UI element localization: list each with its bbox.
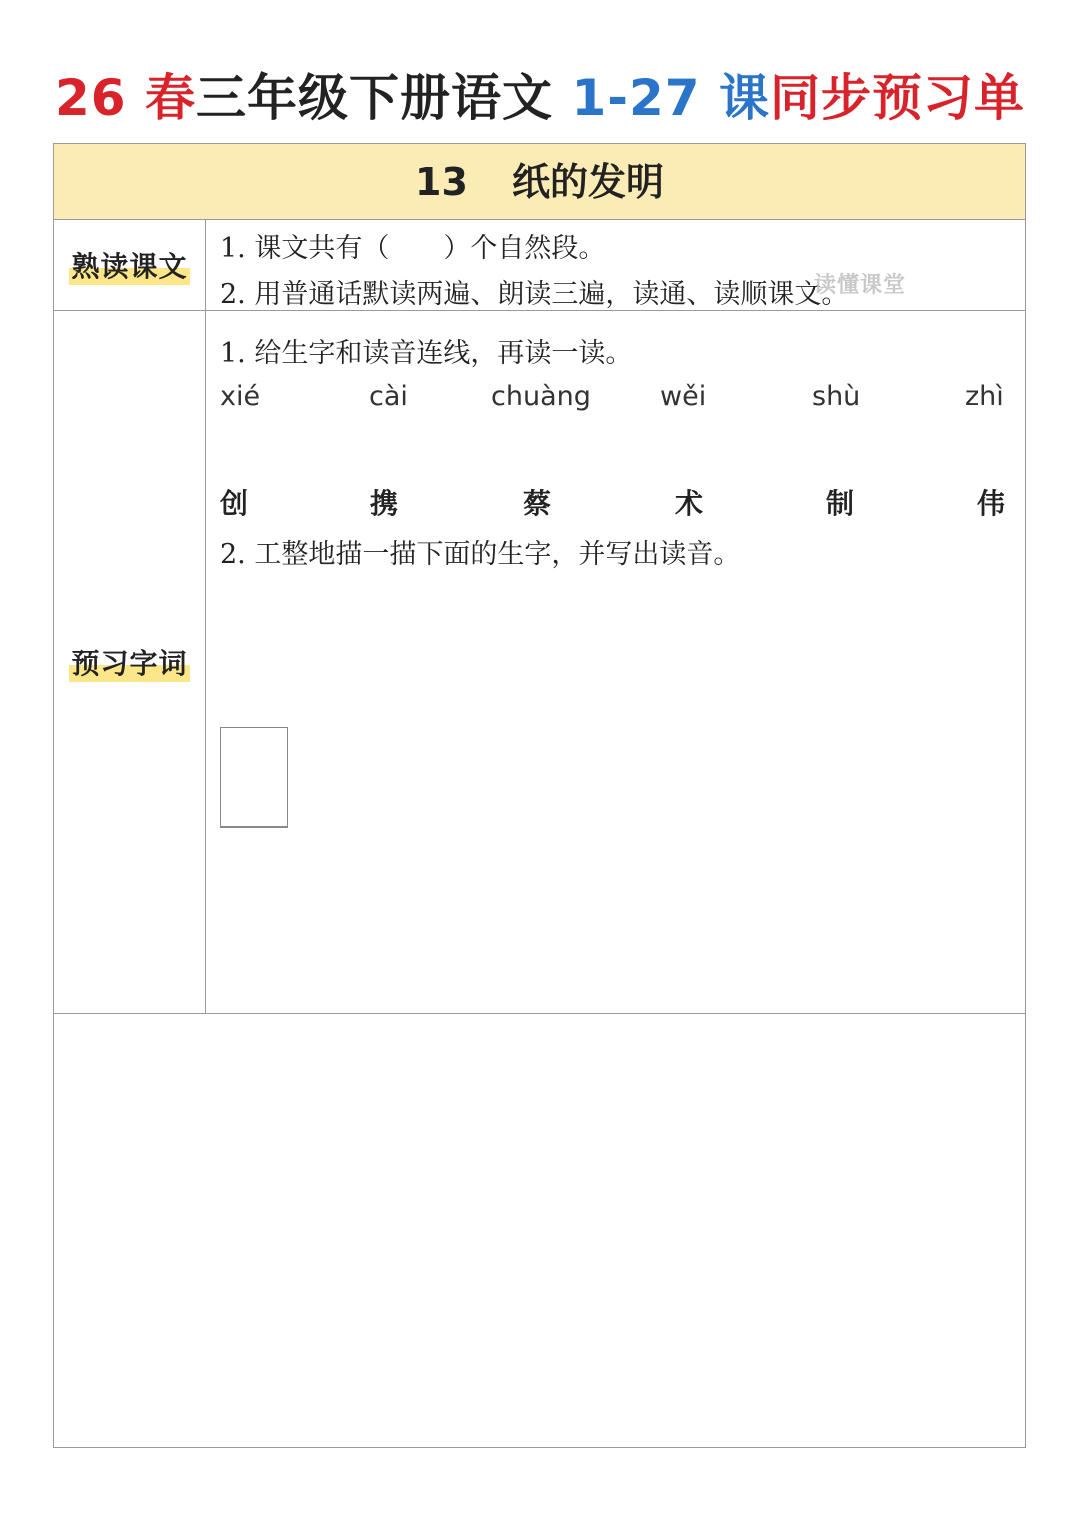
title-part-red2: 同步预习单 (769, 69, 1025, 127)
worksheet-table (53, 143, 1026, 1448)
lesson-header (54, 144, 1025, 220)
pinyin-4: wěi (660, 381, 707, 412)
char-2: 携 (370, 487, 399, 520)
pinyin-5: shù (812, 381, 861, 412)
row-reading (54, 220, 1025, 311)
reading-line-2: 2. 用普通话默读两遍、朗读三遍，读通、读顺课文。 (220, 279, 849, 310)
page-title (0, 58, 1080, 130)
char-5: 制 (826, 487, 855, 520)
pinyin-2: cài (369, 381, 408, 412)
label-reading: 熟读课文 (69, 245, 189, 285)
char-4: 术 (675, 487, 704, 520)
lesson-title: 纸的发明 (511, 160, 664, 204)
pinyin-6: zhì (965, 381, 1004, 412)
title-part-red: 26 春 (55, 69, 197, 127)
preview-q2: 2. 工整地描一描下面的生字，并写出读音。 (220, 539, 741, 570)
reading-line-1: 1. 课文共有（ ）个自然段。 (220, 233, 606, 264)
watermark: 读懂课堂 (814, 272, 907, 298)
pinyin-1: xié (220, 381, 261, 412)
title-part-blue: 1-27 课 (571, 69, 770, 127)
preview-q1: 1. 给生字和读音连线，再读一读。 (220, 338, 633, 369)
char-1: 创 (220, 487, 249, 520)
pinyin-3: chuàng (491, 381, 591, 412)
lesson-number: 13 (415, 160, 468, 204)
char-3: 蔡 (523, 487, 552, 520)
title-part-dark: 三年级下册语文 (196, 69, 554, 127)
char-6: 伟 (977, 487, 1006, 520)
row-preview (54, 311, 1025, 1014)
label-preview: 预习字词 (69, 642, 189, 682)
